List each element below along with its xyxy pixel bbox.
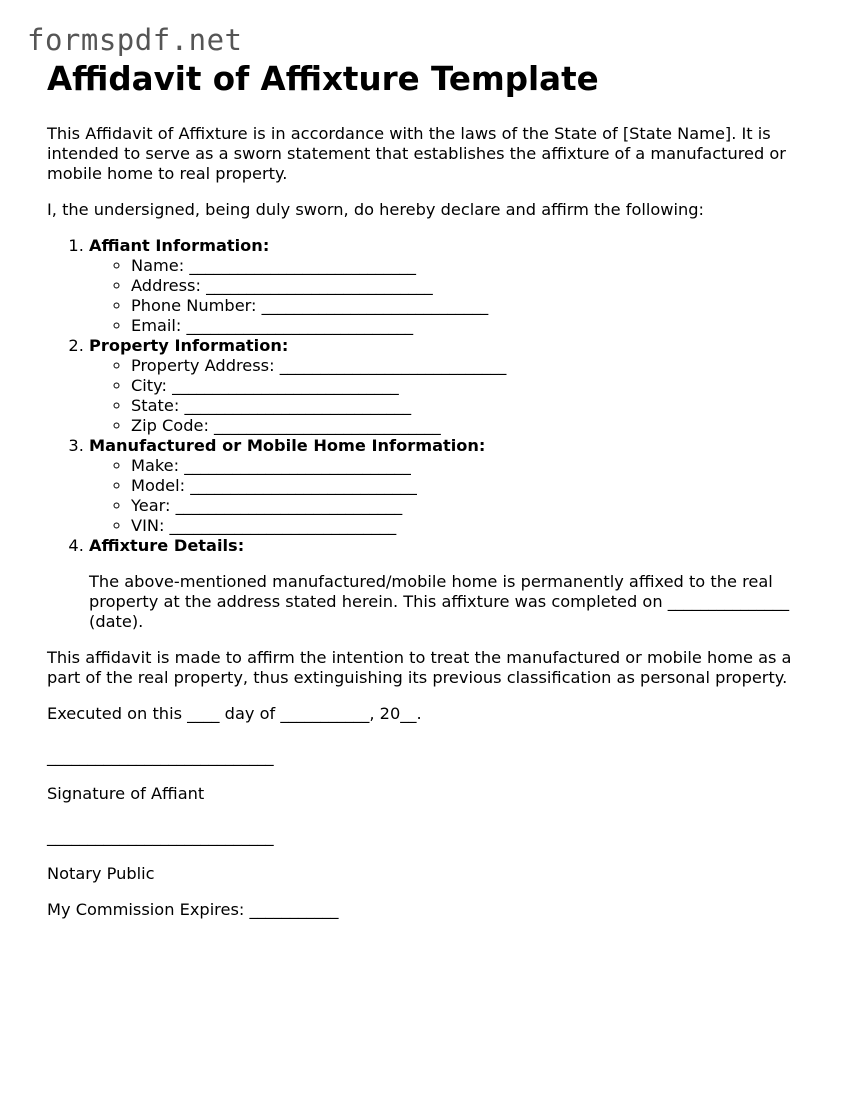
field-email: ◦ Email: ____________________________ [131, 316, 817, 336]
closing-paragraph: This affidavit is made to affirm the intention to treat the manufactured or mobile home as a part of the real property, thus extinguishing its previous classification as personal property. [47, 648, 792, 687]
field-phone-number: ◦ Phone Number: ____________________________ [131, 296, 817, 316]
section-property-information [89, 336, 817, 436]
field-address: ◦ Address: ____________________________ [131, 276, 817, 296]
notary-blank-line: ____________________________ [47, 827, 274, 846]
field-zip-code: ◦ Zip Code: ____________________________ [131, 416, 817, 436]
field-name: ◦ Name: ____________________________ [131, 256, 817, 276]
section-heading: Manufactured or Mobile Home Information: [89, 436, 486, 455]
field-state: ◦ State: ____________________________ [131, 396, 817, 416]
sections-list [47, 236, 817, 632]
field-property-address: ◦ Property Address: ____________________________ [131, 356, 817, 376]
section-heading: Affixture Details: [89, 536, 245, 555]
field-list [89, 456, 817, 536]
field-make: ◦ Make: ____________________________ [131, 456, 817, 476]
field-list [89, 356, 817, 436]
field-year: ◦ Year: ____________________________ [131, 496, 817, 516]
notary-label: Notary Public [47, 864, 155, 883]
execution-date-line: Executed on this ____ day of ___________, 20__. [47, 704, 422, 723]
section-affiant-information [89, 236, 817, 336]
section-heading: Property Information: [89, 336, 289, 355]
signature-blank-line: ____________________________ [47, 747, 274, 766]
affixture-details-paragraph: The above-mentioned manufactured/mobile home is permanently affixed to the real property at the address stated herein. This affixture was completed on _______________ (date). [89, 572, 790, 631]
watermark-text: formspdf.net [27, 23, 243, 57]
section-home-information [89, 436, 817, 536]
field-list [89, 256, 817, 336]
field-model: ◦ Model: ____________________________ [131, 476, 817, 496]
commission-expiry-line: My Commission Expires: ___________ [47, 900, 339, 919]
field-city: ◦ City: ____________________________ [131, 376, 817, 396]
intro-paragraph: This Affidavit of Affixture is in accordance with the laws of the State of [State Name]. It is intended to serve as a sworn statement that establishes the affixture of a manufactured or mobile home to real property. [47, 124, 786, 183]
field-vin: ◦ VIN: ____________________________ [131, 516, 817, 536]
declaration-paragraph: I, the undersigned, being duly sworn, do hereby declare and affirm the following: [47, 200, 704, 219]
signature-label: Signature of Affiant [47, 784, 205, 803]
affidavit-document [47, 58, 817, 920]
document-title: Affidavit of Affixture Template [47, 60, 599, 98]
section-heading: Affiant Information: [89, 236, 270, 255]
section-affixture-details [89, 536, 817, 632]
